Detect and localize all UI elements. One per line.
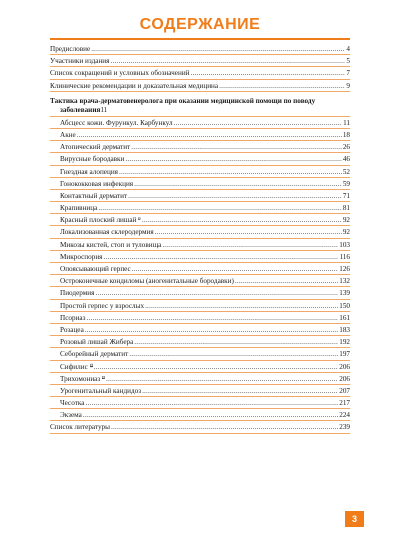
toc-entry-page: 183 — [339, 325, 350, 334]
toc-entry-page: 59 — [342, 179, 350, 188]
dot-leader — [106, 373, 338, 385]
dot-leader — [131, 141, 342, 153]
dot-leader — [134, 178, 342, 190]
toc-entry-label: Локализованная склеродермия — [60, 228, 154, 237]
toc-entry[interactable] — [50, 348, 350, 360]
toc-entry-label: Простой герпес у взрослых — [60, 301, 145, 310]
dot-leader — [85, 324, 338, 336]
toc-entry-page: 132 — [339, 277, 350, 286]
dot-leader — [155, 226, 342, 238]
toc-entry[interactable] — [50, 361, 350, 373]
toc-entry-page: 116 — [339, 252, 350, 261]
toc-entry[interactable] — [50, 397, 350, 409]
toc-entry[interactable] — [50, 287, 350, 299]
section-heading — [50, 92, 350, 117]
toc-entry-page: 92 — [342, 228, 350, 237]
dot-leader — [110, 55, 345, 67]
toc-entry-label: Акне — [60, 130, 76, 139]
toc-entry[interactable] — [50, 141, 350, 153]
dot-leader — [142, 385, 338, 397]
toc-entry-label: Красный плоский лишай — [60, 216, 137, 225]
toc-entry-page: 52 — [342, 167, 350, 176]
toc-sub-list — [50, 117, 350, 422]
toc-entry-label: Экзема — [60, 411, 82, 420]
toc-entry[interactable] — [50, 239, 350, 251]
toc-entry-label: Пиодермия — [60, 289, 95, 298]
toc-entry-page: 161 — [339, 313, 350, 322]
toc-entry[interactable] — [50, 312, 350, 324]
dot-leader — [145, 300, 338, 312]
dot-leader — [125, 153, 341, 165]
toc-entry[interactable] — [50, 190, 350, 202]
toc-entry-label: Контактный дерматит — [60, 191, 128, 200]
section-heading-line2[interactable] — [50, 106, 350, 117]
toc-entry[interactable] — [50, 214, 350, 226]
dot-leader — [119, 166, 342, 178]
toc-entry[interactable] — [50, 67, 350, 79]
dot-leader — [103, 251, 338, 263]
toc-entry-label: Атопический дерматит — [60, 143, 131, 152]
dot-leader — [219, 80, 345, 92]
toc-entry-page: 26 — [342, 143, 350, 152]
dot-leader — [86, 312, 338, 324]
toc-entry[interactable] — [50, 226, 350, 238]
toc-entry-page: 4 — [346, 45, 350, 53]
toc-entry[interactable] — [50, 385, 350, 397]
toc-entry-page: 92 — [342, 216, 350, 225]
toc-entry[interactable] — [50, 202, 350, 214]
pda-device-icon — [138, 215, 140, 222]
toc-entry-page: 150 — [339, 301, 350, 310]
toc-entry[interactable] — [50, 251, 350, 263]
page-number: 3 — [351, 514, 357, 524]
toc-entry[interactable] — [50, 275, 350, 287]
toc-entry-page: 217 — [339, 399, 350, 408]
section-page-number: 11 — [100, 105, 108, 114]
toc-entry-page: 207 — [339, 386, 350, 395]
toc-entry-page: 11 — [343, 118, 350, 127]
pda-device-icon — [90, 362, 93, 369]
dot-leader — [77, 129, 342, 141]
dot-leader — [235, 275, 338, 287]
table-of-contents — [50, 43, 350, 434]
toc-entry-page: 18 — [342, 130, 350, 139]
toc-entry[interactable] — [50, 409, 350, 421]
dot-leader — [128, 190, 342, 202]
toc-entry[interactable] — [50, 300, 350, 312]
toc-entry[interactable] — [50, 263, 350, 275]
dot-leader — [85, 397, 338, 409]
toc-top-list — [50, 43, 350, 92]
toc-entry-label: Сифилис — [60, 362, 88, 371]
toc-entry-label: Вирусные бородавки — [60, 155, 125, 164]
toc-entry-page: 224 — [339, 411, 350, 420]
toc-entry-page: 5 — [346, 57, 350, 66]
toc-entry-label: Розовый лишай Жибера — [60, 338, 134, 347]
toc-entry-label: Абсцесс кожи. Фурункул. Карбункул — [60, 118, 173, 127]
pda-device-icon — [102, 374, 105, 381]
dot-leader — [98, 202, 342, 214]
title-rule — [50, 38, 350, 40]
toc-entry-label: Опоясывающий герпес — [60, 265, 131, 273]
section-heading-label: заболевания — [60, 105, 101, 114]
dot-leader — [134, 336, 338, 348]
toc-entry-label: Участники издания — [50, 57, 110, 66]
dot-leader — [191, 67, 346, 79]
dot-leader — [129, 348, 338, 360]
toc-entry-page: 126 — [339, 265, 350, 273]
section-heading-line1: Тактика врача-дерматовенеролога при оказании медицинской помощи по поводу — [50, 96, 316, 105]
toc-entry[interactable] — [50, 421, 350, 433]
toc-entry-page: 9 — [346, 81, 350, 90]
toc-entry[interactable] — [50, 129, 350, 141]
toc-entry-page: 71 — [342, 191, 350, 200]
toc-entry-label: Гонококковая инфекция — [60, 179, 134, 188]
toc-entry-label: Псориаз — [60, 313, 86, 322]
toc-entry-page: 206 — [339, 362, 350, 371]
toc-entry-label: Гнездная алопеция — [60, 167, 118, 176]
toc-entry[interactable] — [50, 336, 350, 348]
toc-entry-label: Микозы кистей, стоп и туловища — [60, 240, 162, 249]
toc-entry[interactable] — [50, 153, 350, 165]
toc-entry-label: Себорейный дерматит — [60, 350, 129, 359]
toc-entry-page: 7 — [346, 69, 350, 78]
dot-leader — [91, 43, 345, 55]
toc-entry-page: 197 — [339, 350, 350, 359]
toc-entry[interactable] — [50, 166, 350, 178]
page-title: СОДЕРЖАНИЕ — [139, 16, 261, 33]
dot-leader — [162, 239, 338, 251]
dot-leader — [83, 409, 338, 421]
toc-entry-label: Крапивница — [60, 204, 98, 213]
toc-entry-label: Список сокращений и условных обозначений — [50, 69, 190, 78]
dot-leader — [132, 263, 338, 275]
toc-entry[interactable] — [50, 55, 350, 67]
toc-entry-label: Предисловие — [50, 45, 91, 53]
toc-bottom-list — [50, 421, 350, 433]
toc-entry-page: 239 — [339, 423, 350, 432]
toc-entry[interactable] — [50, 43, 350, 55]
toc-entry-page: 206 — [339, 374, 350, 383]
toc-entry-label: Урогенитальный кандидоз — [60, 386, 142, 395]
toc-entry-label: Остроконечные кондиломы (аногенитальные бородавки) — [60, 277, 234, 286]
toc-entry-label: Микроспория — [60, 252, 103, 261]
toc-entry[interactable] — [50, 178, 350, 190]
toc-entry[interactable] — [50, 117, 350, 129]
dot-leader — [111, 421, 338, 433]
toc-entry-label: Чесотка — [60, 399, 85, 408]
toc-entry[interactable] — [50, 324, 350, 336]
toc-entry-page: 192 — [339, 338, 350, 347]
toc-entry[interactable] — [50, 373, 350, 385]
dot-leader — [174, 117, 342, 129]
toc-entry[interactable] — [50, 80, 350, 92]
toc-entry-label: Список литературы — [50, 423, 110, 432]
toc-entry-page: 81 — [342, 204, 350, 213]
toc-entry-page: 139 — [339, 289, 350, 298]
toc-entry-page: 103 — [339, 240, 350, 249]
page-number-badge — [345, 511, 364, 527]
dot-leader — [95, 287, 338, 299]
dot-leader — [94, 361, 338, 373]
dot-leader — [142, 214, 342, 226]
toc-entry-label: Клинические рекомендации и доказательная медицина — [50, 81, 219, 90]
toc-entry-label: Розацеа — [60, 325, 84, 334]
toc-entry-label: Трихомониаз — [60, 374, 101, 383]
toc-entry-page: 46 — [342, 155, 350, 164]
